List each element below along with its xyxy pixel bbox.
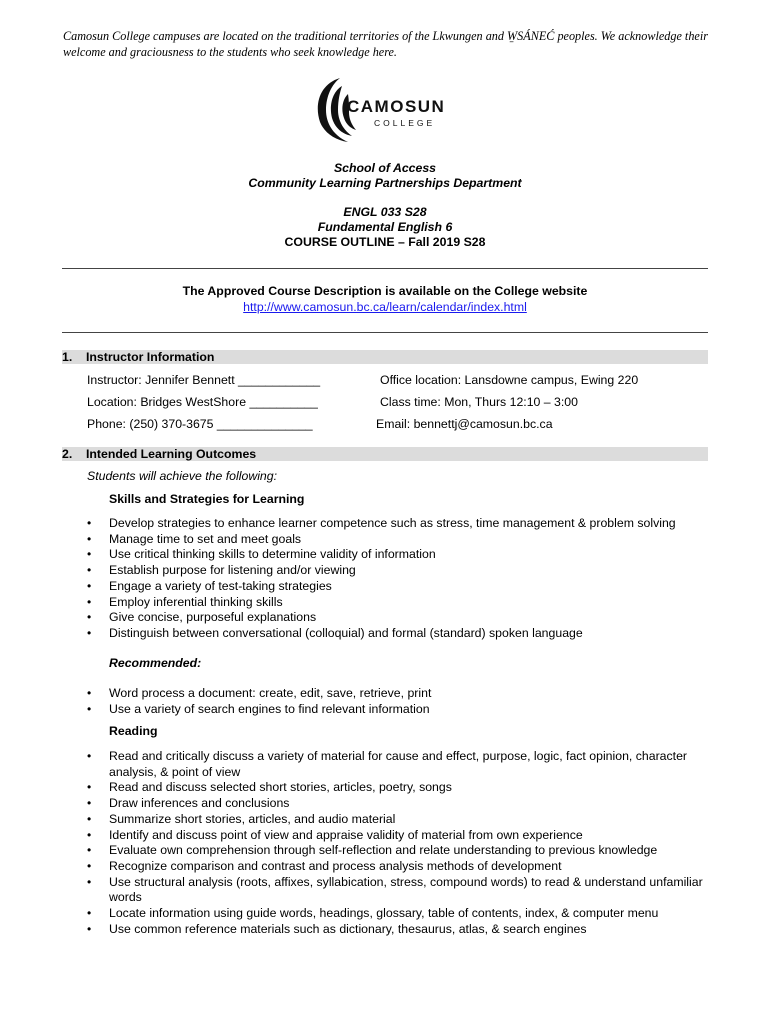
school-name: School of Access bbox=[333, 161, 437, 175]
office-location: Office location: Lansdowne campus, Ewing 220 bbox=[380, 373, 639, 387]
list-item: • Word process a document: create, edit, save, retrieve, print bbox=[87, 686, 717, 702]
list-item: • Manage time to set and meet goals bbox=[87, 532, 717, 548]
list-item: • Read and discuss selected short stories, articles, poetry, songs bbox=[87, 780, 717, 796]
class-location: Location: Bridges WestShore __________ bbox=[87, 395, 318, 409]
list-item: • Evaluate own comprehension through self-reflection and relate understanding to previous knowledge bbox=[87, 843, 717, 859]
list-item: • Establish purpose for listening and/or viewing bbox=[87, 563, 717, 579]
reading-heading: Reading bbox=[109, 724, 158, 738]
section-number: 2. bbox=[62, 447, 73, 461]
section-outcomes-header bbox=[62, 447, 708, 461]
outline-title: COURSE OUTLINE – Fall 2019 S28 bbox=[284, 235, 486, 249]
reading-list bbox=[87, 749, 717, 937]
list-item: • Develop strategies to enhance learner competence such as stress, time management & problem solving bbox=[87, 516, 717, 532]
section-title: Instructor Information bbox=[86, 350, 215, 364]
list-item: • Use critical thinking skills to determine validity of information bbox=[87, 547, 717, 563]
instructor-phone: Phone: (250) 370-3675 ______________ bbox=[87, 417, 313, 431]
section-number: 1. bbox=[62, 350, 73, 364]
course-code: ENGL 033 S28 bbox=[343, 205, 427, 219]
approved-description-note: The Approved Course Description is available on the College website bbox=[182, 284, 588, 298]
list-item: • Read and critically discuss a variety of material for cause and effect, purpose, logic, fact opinion, character analysis, & point of view bbox=[87, 749, 717, 780]
logo-subtitle: COLLEGE bbox=[374, 118, 436, 128]
skills-heading: Skills and Strategies for Learning bbox=[109, 492, 305, 506]
camosun-logo bbox=[312, 74, 462, 146]
list-item: • Give concise, purposeful explanations bbox=[87, 610, 717, 626]
department-name: Community Learning Partnerships Department bbox=[248, 176, 522, 190]
divider-top bbox=[62, 268, 708, 269]
list-item: • Employ inferential thinking skills bbox=[87, 595, 717, 611]
camosun-swoosh-icon bbox=[312, 74, 462, 146]
skills-list bbox=[87, 516, 717, 642]
list-item: • Engage a variety of test-taking strategies bbox=[87, 579, 717, 595]
list-item: • Identify and discuss point of view and appraise validity of material from own experience bbox=[87, 828, 717, 844]
logo-wordmark: CAMOSUN bbox=[347, 97, 446, 116]
list-item: • Distinguish between conversational (colloquial) and formal (standard) spoken language bbox=[87, 626, 717, 642]
instructor-email: Email: bennettj@camosun.bc.ca bbox=[376, 417, 553, 431]
recommended-heading: Recommended: bbox=[109, 656, 202, 670]
land-acknowledgement: Camosun College campuses are located on the traditional territories of the Lkwungen and W̱SÁNEĆ peoples. We acknowledge their welcome and graciousness to the students who seek knowledge here. bbox=[63, 29, 708, 59]
list-item: • Use common reference materials such as dictionary, thesaurus, atlas, & search engines bbox=[87, 922, 717, 938]
list-item: • Recognize comparison and contrast and process analysis methods of development bbox=[87, 859, 717, 875]
outcomes-intro: Students will achieve the following: bbox=[87, 469, 278, 483]
list-item: • Summarize short stories, articles, and audio material bbox=[87, 812, 717, 828]
divider-bottom bbox=[62, 332, 708, 333]
course-name: Fundamental English 6 bbox=[317, 220, 453, 234]
section-title: Intended Learning Outcomes bbox=[86, 447, 257, 461]
section-instructor-header bbox=[62, 350, 708, 364]
list-item: • Use structural analysis (roots, affixes, syllabication, stress, compound words) to read & understand unfamiliar words bbox=[87, 875, 717, 906]
recommended-list bbox=[87, 686, 717, 717]
calendar-link[interactable]: http://www.camosun.bc.ca/learn/calendar/index.html bbox=[243, 300, 527, 314]
list-item: • Use a variety of search engines to find relevant information bbox=[87, 702, 717, 718]
class-time: Class time: Mon, Thurs 12:10 – 3:00 bbox=[380, 395, 578, 409]
instructor-name: Instructor: Jennifer Bennett ____________ bbox=[87, 373, 321, 387]
list-item: • Draw inferences and conclusions bbox=[87, 796, 717, 812]
list-item: • Locate information using guide words, headings, glossary, table of contents, index, & computer menu bbox=[87, 906, 717, 922]
